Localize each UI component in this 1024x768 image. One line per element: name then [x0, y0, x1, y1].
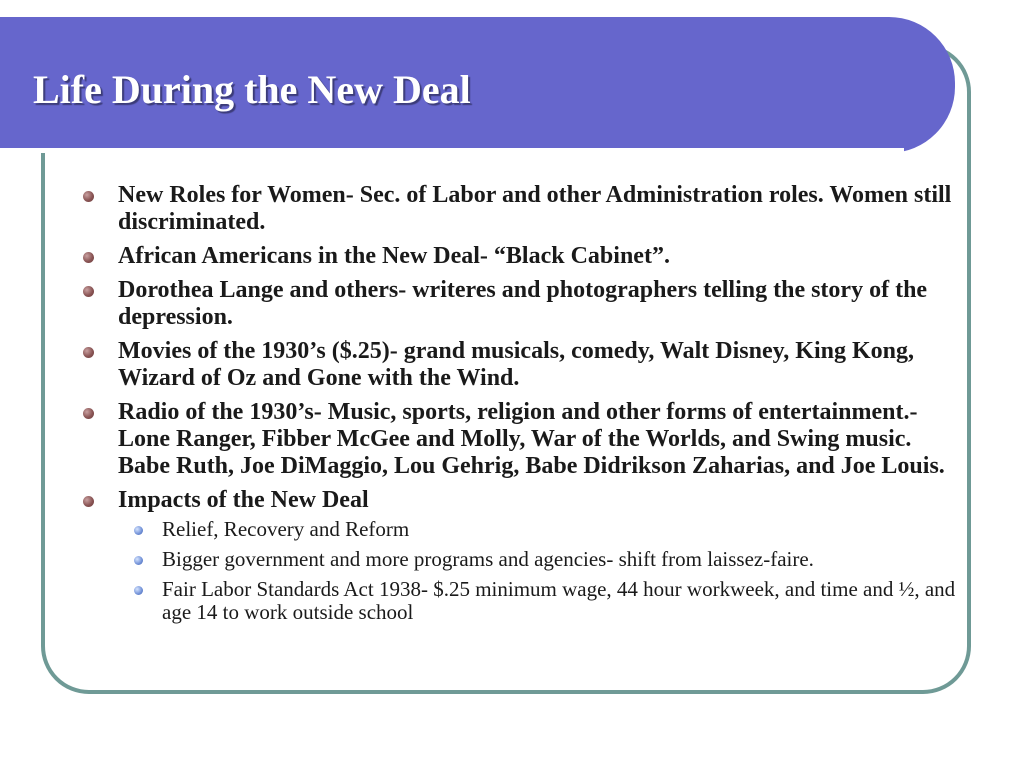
sub-bullet-text: Fair Labor Standards Act 1938- $.25 minimum wage, 44 hour workweek, and time and ½, and age 14 to work outside school [162, 577, 956, 624]
bullet-icon [83, 191, 94, 202]
bullet-text: Radio of the 1930’s- Music, sports, religion and other forms of entertainment.- Lone Ranger, Fibber McGee and Molly, War of the Worlds, and Swing music. Babe Ruth, Joe DiMaggio, Lou Gehrig, Babe Didrikson Zaharias, and Joe Louis. [118, 399, 945, 479]
sub-bullet-text: Relief, Recovery and Reform [162, 517, 410, 541]
bullet-icon [83, 347, 94, 358]
title-underline [0, 148, 904, 153]
bullet-text: Dorothea Lange and others- writeres and photographers telling the story of the depression. [118, 277, 928, 330]
bullet-icon [83, 496, 94, 507]
bullet-item [118, 487, 958, 624]
bullet-text: African Americans in the New Deal- “Black Cabinet”. [118, 243, 670, 269]
bullet-item [118, 243, 958, 270]
bullet-item [118, 399, 958, 480]
sub-bullet-icon [134, 556, 143, 565]
bullet-icon [83, 408, 94, 419]
sub-bullet-icon [134, 586, 143, 595]
sub-bullet-text: Bigger government and more programs and agencies- shift from laissez-faire. [162, 547, 814, 571]
bullet-item [118, 338, 958, 392]
slide-title: Life During the New Deal [33, 67, 471, 112]
sub-bullet-list [118, 518, 958, 624]
title-band [0, 17, 955, 153]
bullet-item [118, 182, 958, 236]
bullet-icon [83, 286, 94, 297]
bullet-text: Impacts of the New Deal [118, 487, 369, 513]
sub-bullet-item [162, 578, 958, 624]
sub-bullet-item [162, 518, 958, 541]
bullet-item [118, 277, 958, 331]
sub-bullet-icon [134, 526, 143, 535]
bullet-text: New Roles for Women- Sec. of Labor and other Administration roles. Women still discriminated. [118, 182, 952, 235]
bullet-text: Movies of the 1930’s ($.25)- grand musicals, comedy, Walt Disney, King Kong, Wizard of Oz and Gone with the Wind. [118, 338, 915, 391]
sub-bullet-item [162, 548, 958, 571]
bullet-icon [83, 252, 94, 263]
bullet-list [118, 182, 958, 631]
